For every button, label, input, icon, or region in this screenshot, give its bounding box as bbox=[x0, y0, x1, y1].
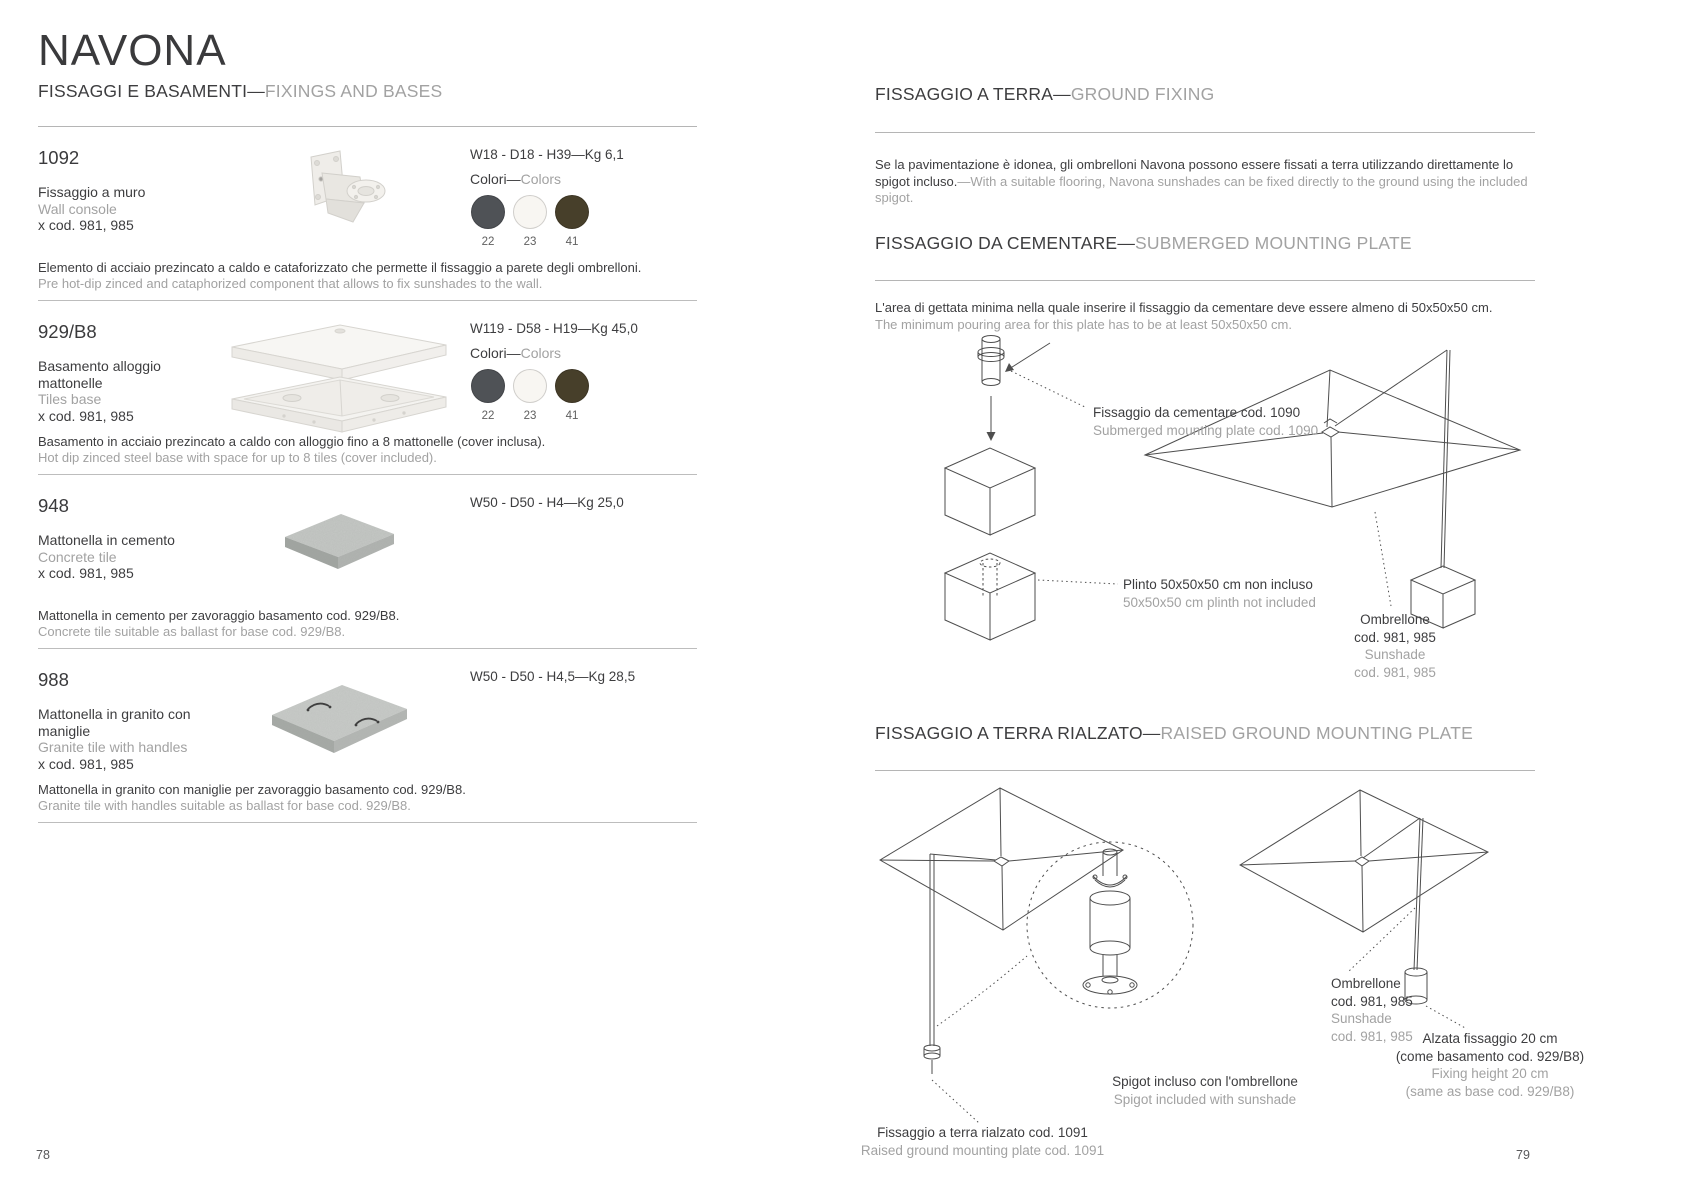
page-title: NAVONA bbox=[38, 26, 227, 75]
color-swatch-dot bbox=[555, 369, 589, 403]
product-description-en: Pre hot-dip zinced and cataphorized component that allows to fix sunshades to the wall. bbox=[38, 275, 543, 291]
product-row-929b8 bbox=[38, 301, 697, 475]
product-description bbox=[38, 782, 466, 813]
product-specs bbox=[461, 669, 697, 693]
left-subtitle-it: FISSAGGI E BASAMENTI bbox=[38, 81, 248, 101]
divider bbox=[875, 770, 1535, 771]
product-main bbox=[38, 669, 697, 772]
granite-tile-drawing bbox=[264, 677, 414, 772]
product-name-it: Basamento alloggio mattonelle bbox=[38, 358, 161, 391]
product-description-en: Hot dip zinced steel base with space for up to 8 tiles (cover included). bbox=[38, 449, 437, 465]
color-swatch-number: 22 bbox=[481, 236, 495, 248]
product-xcod: x cod. 981, 985 bbox=[38, 217, 134, 233]
divider bbox=[875, 280, 1535, 281]
product-name-en: Concrete tile bbox=[38, 548, 117, 565]
label-plinth bbox=[1123, 576, 1316, 611]
color-swatches bbox=[470, 195, 697, 248]
color-swatch bbox=[512, 195, 548, 248]
product-description-it: Mattonella in cemento per zavoraggio basamento cod. 929/B8. bbox=[38, 608, 400, 623]
section-title-en: RAISED GROUND MOUNTING PLATE bbox=[1160, 723, 1474, 743]
section-title-submerged-plate bbox=[875, 233, 1535, 254]
product-row-1092 bbox=[38, 127, 697, 301]
plinth-cube-with-plate-drawing bbox=[945, 553, 1035, 640]
plinth-cube-drawing bbox=[945, 448, 1035, 535]
label-it: Ombrellone bbox=[1360, 612, 1430, 627]
colors-label bbox=[470, 345, 697, 361]
label-en: cod. 981, 985 bbox=[1354, 664, 1436, 680]
label-it: Plinto 50x50x50 cm non incluso bbox=[1123, 577, 1313, 592]
product-specs bbox=[461, 147, 697, 248]
label-it: cod. 981, 985 bbox=[1331, 993, 1413, 1009]
page-number-right: 79 bbox=[1516, 1148, 1530, 1162]
color-swatch bbox=[554, 369, 590, 422]
label-it: Ombrellone bbox=[1331, 976, 1401, 991]
product-info bbox=[38, 669, 216, 772]
label-raised-plate bbox=[860, 1124, 1105, 1159]
product-specs bbox=[461, 495, 697, 519]
product-row-948 bbox=[38, 475, 697, 649]
product-image-wall-console bbox=[216, 147, 461, 247]
left-subtitle-en: FIXINGS AND BASES bbox=[264, 81, 443, 101]
product-xcod: x cod. 981, 985 bbox=[38, 565, 134, 581]
product-name-en: Tiles base bbox=[38, 391, 102, 407]
label-submerged-plate bbox=[1093, 404, 1318, 439]
section-title-it: FISSAGGIO A TERRA bbox=[875, 84, 1054, 104]
color-swatch-number: 41 bbox=[565, 410, 579, 422]
colors-label-it: Colori bbox=[470, 345, 507, 361]
product-code: 988 bbox=[38, 669, 69, 690]
color-swatch-dot bbox=[471, 369, 505, 403]
color-swatch-number: 23 bbox=[523, 410, 537, 422]
label-en: Spigot included with sunshade bbox=[1113, 1091, 1297, 1107]
color-swatch-number: 41 bbox=[565, 236, 579, 248]
product-image-tiles-base bbox=[216, 321, 461, 436]
dash: — bbox=[506, 171, 521, 187]
product-dimensions: W50 - D50 - H4,5—Kg 28,5 bbox=[470, 669, 636, 684]
label-en: Sunshade bbox=[1364, 647, 1426, 662]
sunshade-right-drawing bbox=[1240, 790, 1488, 1004]
product-code: 1092 bbox=[38, 147, 80, 168]
product-description-it: Mattonella in granito con maniglie per zavoraggio basamento cod. 929/B8. bbox=[38, 782, 466, 797]
section-title-ground-fixing bbox=[875, 84, 1535, 105]
label-en: Raised ground mounting plate cod. 1091 bbox=[860, 1142, 1105, 1158]
product-dimensions: W18 - D18 - H39—Kg 6,1 bbox=[470, 147, 624, 162]
section-title-en: GROUND FIXING bbox=[1070, 84, 1215, 104]
ground-fixing-paragraph bbox=[875, 157, 1535, 207]
product-name-it: Mattonella in granito con maniglie bbox=[38, 706, 191, 739]
paragraph-en: —With a suitable flooring, Navona sunshades can be fixed directly to the ground using the included spigot. bbox=[875, 173, 1528, 205]
color-swatch-dot bbox=[513, 369, 547, 403]
tiles-base-drawing bbox=[224, 321, 454, 436]
product-name-it: Mattonella in cemento bbox=[38, 532, 175, 548]
label-fixing-height bbox=[1340, 1030, 1640, 1100]
label-it: cod. 981, 985 bbox=[1354, 629, 1436, 645]
product-description-en: Concrete tile suitable as ballast for base cod. 929/B8. bbox=[38, 623, 346, 639]
product-name bbox=[38, 358, 198, 424]
label-it: Spigot incluso con l'ombrellone bbox=[1112, 1074, 1298, 1089]
label-en: Submerged mounting plate cod. 1090 bbox=[1093, 422, 1319, 438]
product-info bbox=[38, 495, 216, 582]
colors-label bbox=[470, 171, 697, 187]
sunshade-left-drawing bbox=[880, 788, 1123, 1074]
product-xcod: x cod. 981, 985 bbox=[38, 755, 134, 772]
product-image-granite-tile bbox=[216, 669, 461, 772]
product-dimensions: W50 - D50 - H4—Kg 25,0 bbox=[470, 495, 624, 510]
color-swatch-dot bbox=[555, 195, 589, 229]
color-swatch-dot bbox=[471, 195, 505, 229]
section-title-it: FISSAGGIO DA CEMENTARE bbox=[875, 233, 1118, 253]
color-swatch-number: 23 bbox=[523, 236, 537, 248]
colors-label-en: Colors bbox=[520, 171, 562, 187]
product-description bbox=[38, 434, 545, 465]
product-description-en: Granite tile with handles suitable as ballast for base cod. 929/B8. bbox=[38, 797, 411, 813]
label-en: (same as base cod. 929/B8) bbox=[1405, 1083, 1575, 1099]
colors-label-it: Colori bbox=[470, 171, 507, 187]
color-swatch bbox=[470, 369, 506, 422]
left-subtitle bbox=[38, 81, 697, 102]
concrete-tile-drawing bbox=[279, 507, 399, 582]
product-description bbox=[38, 260, 641, 291]
product-row-988 bbox=[38, 649, 697, 823]
right-page bbox=[860, 0, 1585, 1200]
product-name-en: Granite tile with handles bbox=[38, 739, 188, 755]
wall-console-drawing bbox=[283, 147, 395, 247]
color-swatch bbox=[470, 195, 506, 248]
paragraph-en: The minimum pouring area for this plate has to be at least 50x50x50 cm. bbox=[875, 316, 1292, 332]
label-it: (come basamento cod. 929/B8) bbox=[1395, 1048, 1585, 1064]
section-title-raised-plate bbox=[875, 723, 1535, 744]
dash: — bbox=[1142, 723, 1161, 743]
product-main bbox=[38, 495, 697, 582]
label-sunshade-1 bbox=[1345, 611, 1445, 681]
colors-label-en: Colors bbox=[520, 345, 562, 361]
section-title-en: SUBMERGED MOUNTING PLATE bbox=[1135, 233, 1412, 253]
product-name bbox=[38, 706, 198, 772]
page-number-left: 78 bbox=[36, 1148, 50, 1162]
product-xcod: x cod. 981, 985 bbox=[38, 407, 134, 424]
product-image-concrete-tile bbox=[216, 495, 461, 582]
product-main bbox=[38, 321, 697, 436]
left-page bbox=[38, 0, 697, 823]
label-en: Sunshade bbox=[1331, 1011, 1392, 1026]
paragraph-it: Se la pavimentazione è idonea, gli ombrelloni Navona possono essere fissati a terra utilizzando direttamente lo spigot incluso. bbox=[875, 157, 1514, 189]
product-description-it: Basamento in acciaio prezincato a caldo con alloggio fino a 8 mattonelle (cover inclusa). bbox=[38, 434, 546, 449]
submerged-plate-paragraph bbox=[875, 300, 1535, 333]
product-code: 948 bbox=[38, 495, 69, 516]
spigot-drawing bbox=[978, 336, 1050, 386]
dash: — bbox=[247, 81, 265, 101]
paragraph-it: L'area di gettata minima nella quale inserire il fissaggio da cementare deve essere almeno di 50x50x50 cm. bbox=[875, 300, 1493, 315]
label-en: 50x50x50 cm plinth not included bbox=[1123, 594, 1316, 610]
color-swatch bbox=[554, 195, 590, 248]
color-swatch-dot bbox=[513, 195, 547, 229]
color-swatches bbox=[470, 369, 697, 422]
dash: — bbox=[1053, 84, 1071, 104]
divider bbox=[875, 132, 1535, 133]
product-name-en: Wall console bbox=[38, 200, 117, 217]
label-en: Fixing height 20 cm bbox=[1431, 1066, 1549, 1081]
product-info bbox=[38, 321, 216, 424]
product-info bbox=[38, 147, 216, 234]
product-name bbox=[38, 184, 198, 234]
dash: — bbox=[1117, 233, 1136, 253]
label-it: Fissaggio da cementare cod. 1090 bbox=[1093, 405, 1301, 420]
product-dimensions: W119 - D58 - H19—Kg 45,0 bbox=[470, 321, 638, 336]
label-en: cod. 981, 985 bbox=[1331, 1028, 1413, 1044]
label-it: Alzata fissaggio 20 cm bbox=[1422, 1031, 1558, 1046]
product-specs bbox=[461, 321, 697, 422]
product-name-it: Fissaggio a muro bbox=[38, 184, 146, 200]
color-swatch bbox=[512, 369, 548, 422]
product-description bbox=[38, 608, 399, 639]
product-main bbox=[38, 147, 697, 248]
label-spigot-included bbox=[1100, 1073, 1310, 1108]
product-name bbox=[38, 532, 198, 582]
product-description-it: Elemento di acciaio prezincato a caldo e cataforizzato che permette il fissaggio a parete degli ombrelloni. bbox=[38, 260, 642, 275]
dash: — bbox=[506, 345, 521, 361]
color-swatch-number: 22 bbox=[481, 410, 495, 422]
label-it: Fissaggio a terra rialzato cod. 1091 bbox=[877, 1125, 1088, 1140]
product-code: 929/B8 bbox=[38, 321, 97, 342]
section-title-it: FISSAGGIO A TERRA RIALZATO bbox=[875, 723, 1143, 743]
